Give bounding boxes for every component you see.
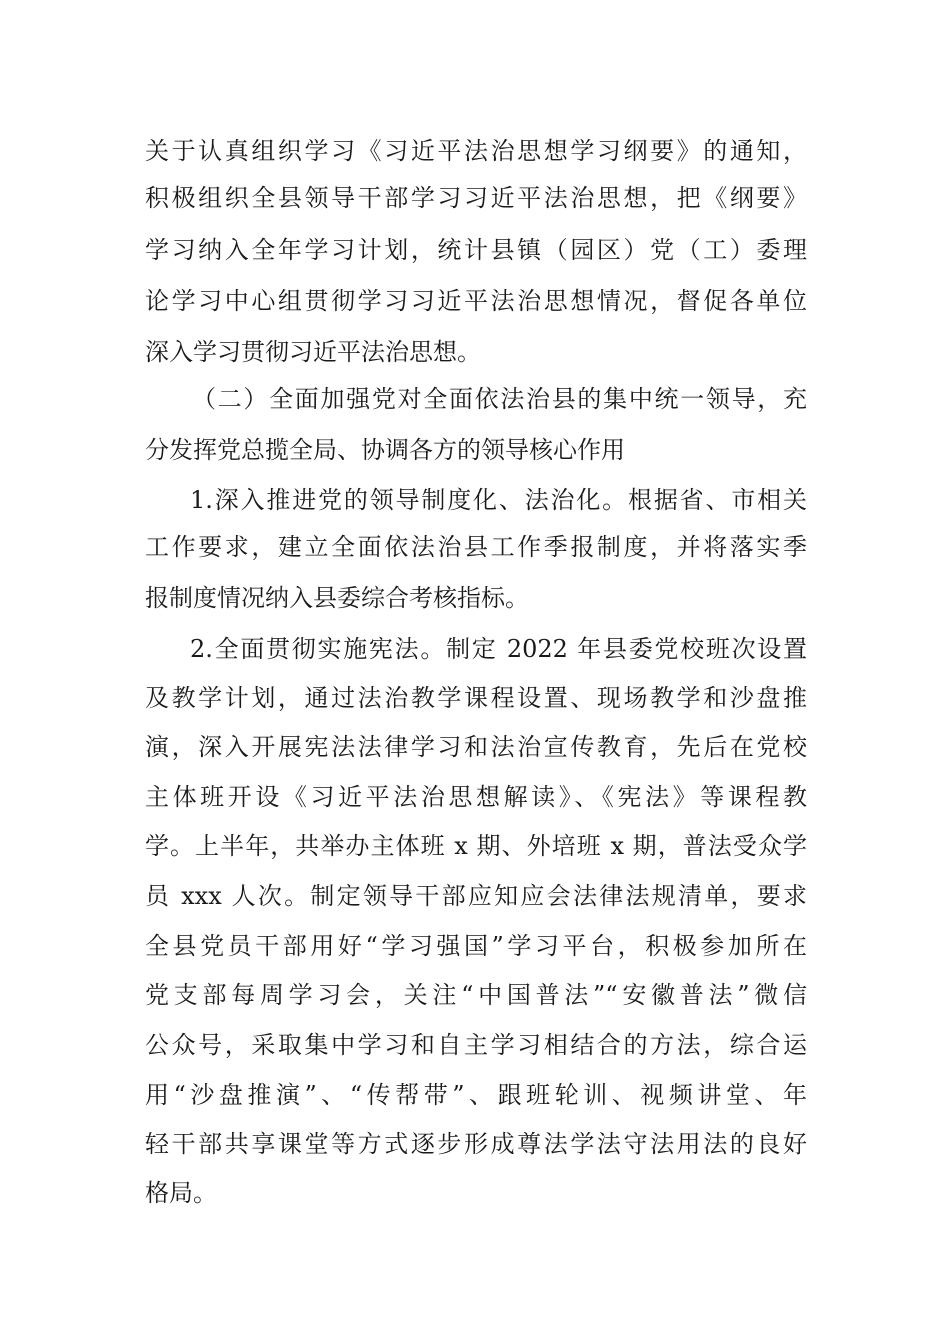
text-line: 学。上半年，共举办主体班 x 期、外培班 x 期，普法受众学 (145, 832, 807, 860)
text-line: 公众号，采取集中学习和自主学习相结合的方法，综合运 (145, 1031, 807, 1059)
text-line: 学习纳入全年学习计划，统计县镇（园区）党（工）委理 (145, 236, 807, 264)
text-line: 深入学习贯彻习近平法治思想。 (145, 338, 481, 366)
text-line: 员 xxx 人次。制定领导干部应知应会法律法规清单，要求 (145, 882, 807, 910)
text-line: 全县党员干部用好“学习强国”学习平台，积极参加所在 (145, 932, 807, 960)
text-line: 工作要求，建立全面依法治县工作季报制度，并将落实季 (145, 533, 807, 561)
text-line: 轻干部共享课堂等方式逐步形成尊法学法守法用法的良好 (145, 1130, 807, 1158)
text-line: 党支部每周学习会，关注“中国普法”“安徽普法”微信 (145, 981, 807, 1009)
text-line: 主体班开设《习近平法治思想解读》、《宪法》等课程教 (145, 783, 807, 811)
text-line: 积极组织全县领导干部学习习近平法治思想，把《纲要》 (145, 184, 807, 212)
text-line: 格局。 (145, 1179, 217, 1207)
text-line: 用“沙盘推演”、“传帮带”、跟班轮训、视频讲堂、年 (145, 1081, 807, 1109)
text-line: 1.深入推进党的领导制度化、法治化。根据省、市相关 (190, 486, 807, 514)
text-line: 及教学计划，通过法治教学课程设置、现场教学和沙盘推 (145, 684, 807, 712)
section-heading-line: （二）全面加强党对全面依法治县的集中统一领导，充 (192, 385, 807, 413)
text-line: 2.全面贯彻实施宪法。制定 2022 年县委党校班次设置 (190, 635, 807, 663)
text-line: 论学习中心组贯彻学习习近平法治思想情况，督促各单位 (145, 287, 807, 315)
text-line: 报制度情况纳入县委综合考核指标。 (145, 584, 529, 612)
text-line: 关于认真组织学习《习近平法治思想学习纲要》的通知， (145, 137, 807, 165)
section-heading-line: 分发挥党总揽全局、协调各方的领导核心作用 (145, 436, 625, 464)
text-line: 演，深入开展宪法法律学习和法治宣传教育，先后在党校 (145, 733, 807, 761)
